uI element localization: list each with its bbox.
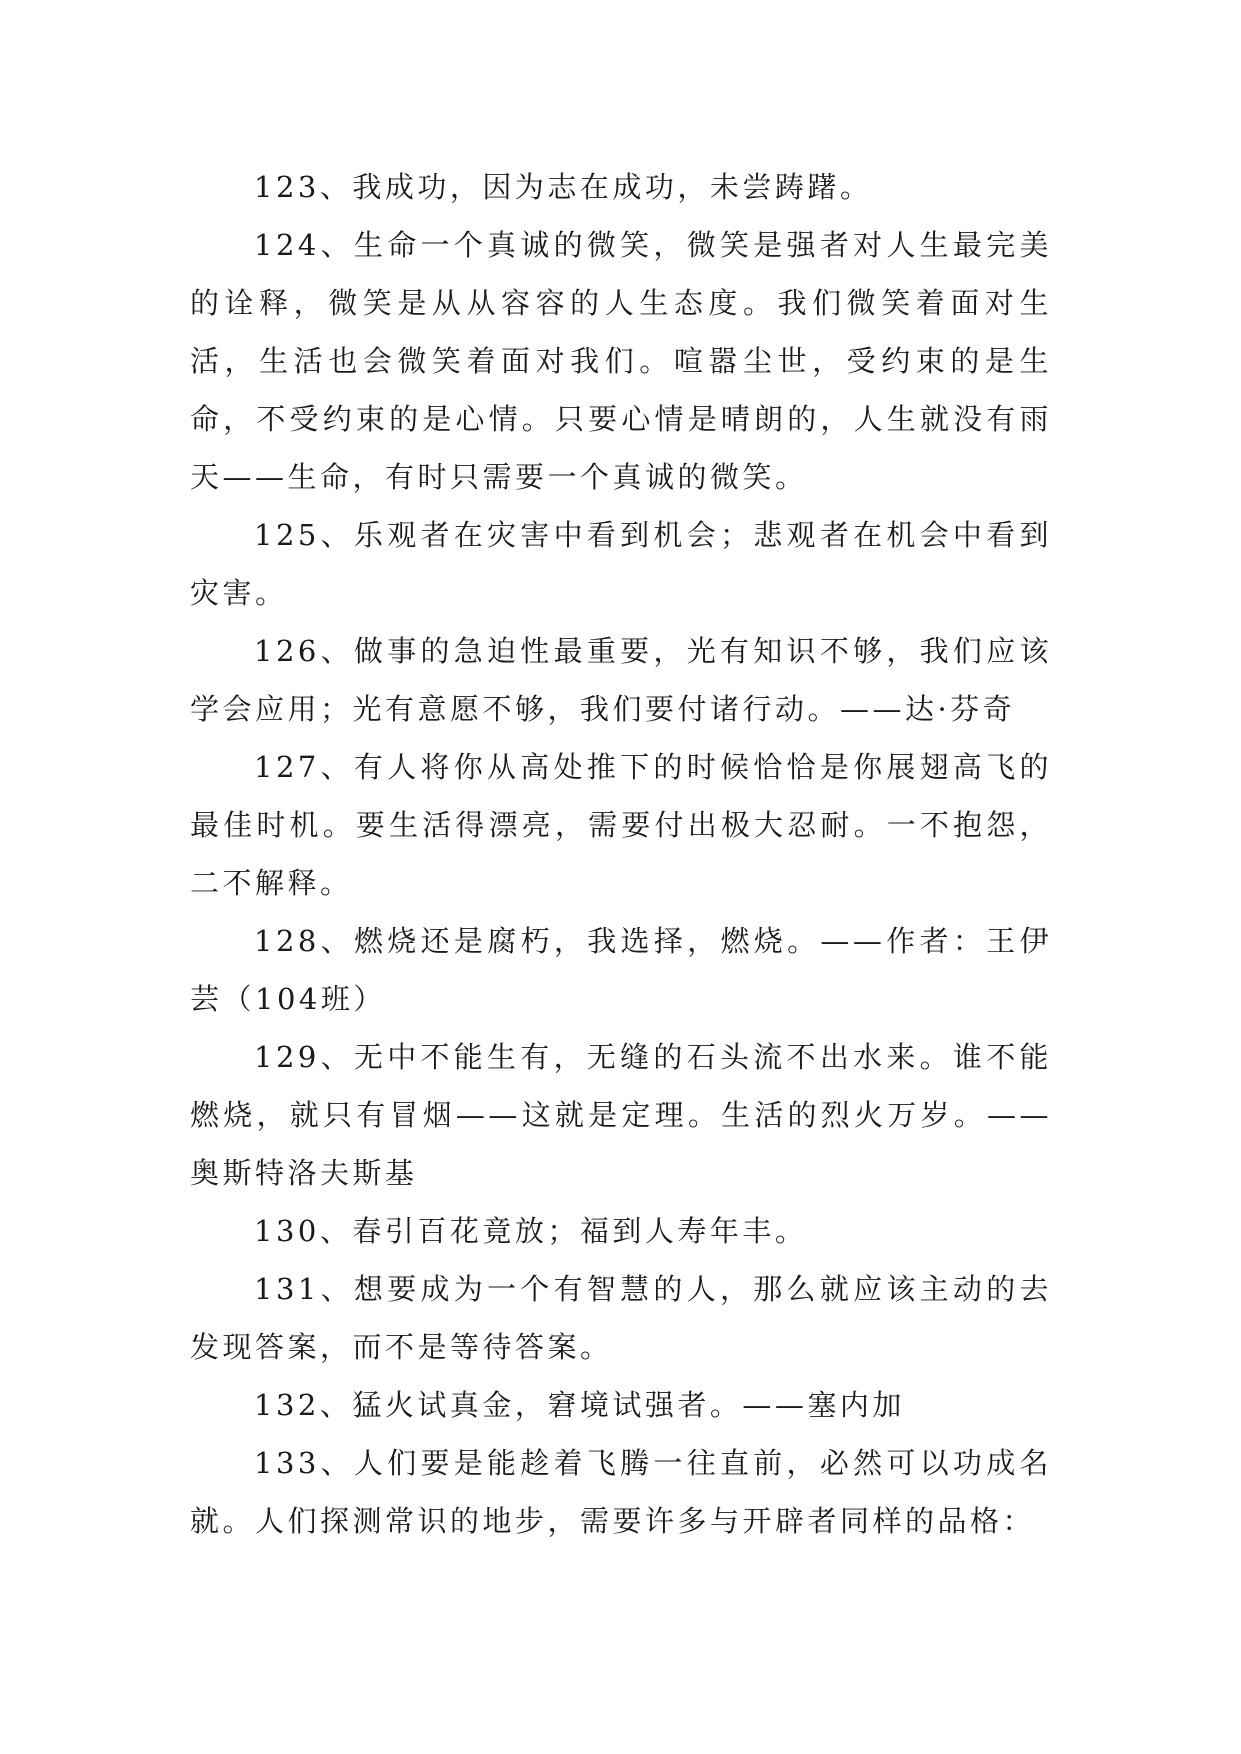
paragraph-127: 127、有人将你从高处推下的时候恰恰是你展翅高飞的最佳时机。要生活得漂亮，需要付出极大忍耐。一不抱怨，二不解释。 <box>190 750 1052 900</box>
paragraph-124: 124、生命一个真诚的微笑，微笑是强者对人生最完美的诠释，微笑是从从容容的人生态度。我们微笑着面对生活，生活也会微笑着面对我们。喧嚣尘世，受约束的是生命，不受约束的是心情。只要心情是晴朗的，人生就没有雨天——生命，有时只需要一个真诚的微笑。 <box>190 228 1052 494</box>
paragraph-132: 132、猛火试真金，窘境试强者。——塞内加 <box>254 1388 905 1422</box>
document-body <box>190 158 1052 1550</box>
paragraph-128: 128、燃烧还是腐朽，我选择，燃烧。——作者：王伊芸（104班） <box>190 924 1052 1016</box>
paragraph-129: 129、无中不能生有，无缝的石头流不出水来。谁不能燃烧，就只有冒烟——这就是定理。生活的烈火万岁。——奥斯特洛夫斯基 <box>190 1040 1052 1190</box>
paragraph-126: 126、做事的急迫性最重要，光有知识不够，我们应该学会应用；光有意愿不够，我们要付诸行动。——达·芬奇 <box>190 634 1052 726</box>
paragraph-123: 123、我成功，因为志在成功，未尝踌躇。 <box>254 170 873 204</box>
paragraph-133: 133、人们要是能趁着飞腾一往直前，必然可以功成名就。人们探测常识的地步，需要许多与开辟者同样的品格： <box>190 1446 1052 1538</box>
paragraph-125: 125、乐观者在灾害中看到机会；悲观者在机会中看到灾害。 <box>190 518 1052 610</box>
paragraph-130: 130、春引百花竟放；福到人寿年丰。 <box>254 1214 808 1248</box>
paragraph-131: 131、想要成为一个有智慧的人，那么就应该主动的去发现答案，而不是等待答案。 <box>190 1272 1052 1364</box>
